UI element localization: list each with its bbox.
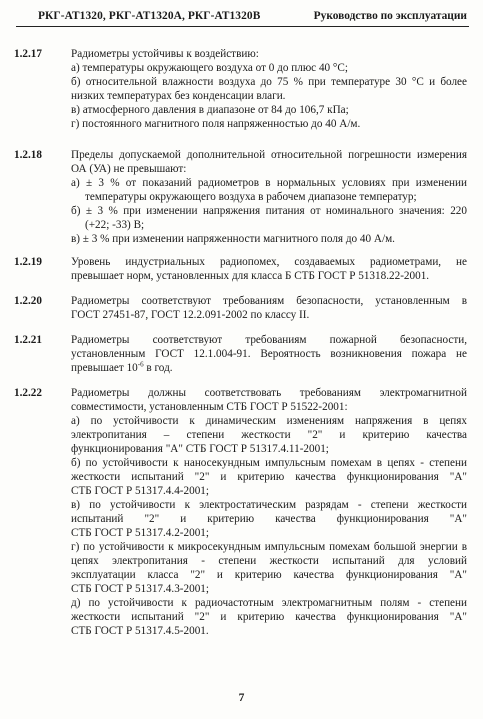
section-body (71, 255, 467, 283)
paragraph-line: Радиометры должны соответствовать требованиям электромагнитной (71, 387, 467, 399)
paragraph-line: Радиометры соответствуют требованиям пожарной безопасности, (71, 334, 467, 346)
section-body (71, 386, 467, 638)
section-number: 1.2.18 (14, 149, 42, 161)
section-number: 1.2.20 (14, 295, 42, 307)
paragraph-line: установленным ГОСТ 12.1.004-91. Вероятность возникновения пожара не (71, 348, 467, 360)
paragraph-line: б) ± 3 % при изменении напряжения питания от номинального значения: 220 (71, 205, 467, 217)
paragraph-line (71, 361, 467, 375)
section-1-2-20 (14, 294, 467, 322)
section-number: 1.2.21 (14, 334, 42, 346)
section-number: 1.2.22 (14, 387, 42, 399)
paragraph-line: Радиометры соответствуют требованиям безопасности, установленным в (71, 295, 467, 307)
paragraph-line: б) относительной влажности воздуха до 75 % при температуре 30 °С и более (71, 76, 467, 88)
paragraph-line: СТБ ГОСТ Р 51317.4.4-2001; (71, 485, 209, 497)
paragraph-line: жесткости испытаний "2" и критерию качества функционирования "А" (71, 471, 467, 483)
paragraph-line: испытаний "2" и критерию качества функционирования "А" (71, 513, 467, 525)
paragraph-line: д) по устойчивости к радиочастотным электромагнитным полям - степени (71, 597, 467, 609)
paragraph-line: совместимости, установленным СТБ ГОСТ Р 51522-2001: (71, 401, 348, 413)
paragraph-line: превышает норм, установленных для класса Б СТБ ГОСТ Р 51318.22-2001. (71, 270, 430, 282)
paragraph-line: г) постоянного магнитного поля напряженностью до 40 А/м. (71, 118, 361, 130)
paragraph-line: эксплуатации класса "2" и критерию качества функционирования "А" (71, 569, 467, 581)
section-1-2-21 (14, 333, 467, 375)
paragraph-line: функционирования "А" СТБ ГОСТ Р 51317.4.11-2001; (71, 443, 329, 455)
probability-text: превышает 10 (71, 362, 138, 374)
paragraph-line: Радиометры устойчивы к воздействию: (71, 48, 259, 60)
section-body (71, 294, 467, 322)
section-1-2-22 (14, 386, 467, 638)
paragraph-line: ГОСТ 27451-87, ГОСТ 12.2.091-2002 по классу II. (71, 309, 310, 321)
paragraph-line: г) по устойчивости к микросекундным импульсным помехам большой энергии в (71, 541, 467, 553)
section-number: 1.2.19 (14, 256, 42, 268)
paragraph-line: в) атмосферного давления в диапазоне от 84 до 106,7 кПа; (71, 104, 349, 116)
section-1-2-17 (14, 47, 467, 131)
header-models: РКГ-АТ1320, РКГ-АТ1320А, РКГ-АТ1320В (38, 10, 261, 22)
paragraph-line: температуры окружающего воздуха в рабочем диапазоне температур; (85, 191, 417, 203)
paragraph-line: Пределы допускаемой дополнительной относительной погрешности измерения (71, 149, 467, 161)
paragraph-line: б) по устойчивости к наносекундным импульсным помехам в цепях - степени (71, 457, 467, 469)
paragraph-line: Уровень индустриальных радиопомех, создаваемых радиометрами, не (71, 256, 467, 268)
probability-suffix: в год. (143, 362, 173, 374)
section-body (71, 47, 467, 131)
section-1-2-18 (14, 148, 467, 246)
section-body (71, 148, 467, 246)
paragraph-line: СТБ ГОСТ Р 51317.4.2-2001; (71, 527, 209, 539)
section-1-2-19 (14, 255, 467, 283)
paragraph-line: а) по устойчивости к динамическим изменениям напряжения в цепях (71, 415, 467, 427)
header-doc-title: Руководство по эксплуатации (313, 10, 467, 22)
paragraph-line: СТБ ГОСТ Р 51317.4.3-2001; (71, 583, 209, 595)
paragraph-line: в) ± 3 % при изменении напряженности магнитного поля до 40 А/м. (71, 233, 395, 245)
paragraph-line: электропитания – степени жесткости "2" и критерию качества (71, 429, 467, 441)
paragraph-line: а) температуры окружающего воздуха от 0 до плюс 40 °С; (71, 62, 348, 74)
paragraph-line: низких температурах без конденсации влаги. (71, 90, 286, 102)
section-number: 1.2.17 (14, 48, 42, 60)
paragraph-line: СТБ ГОСТ Р 51317.4.5-2001. (71, 625, 209, 637)
paragraph-line: (+22; -33) В; (85, 219, 145, 231)
page-number: 7 (238, 692, 245, 704)
paragraph-line: жесткости испытаний "2" и критерию качества функционирования "А" (71, 611, 467, 623)
paragraph-line: цепях электропитания - степени жесткости испытаний для условий (71, 555, 467, 567)
paragraph-line: ОА (УА) не превышают: (71, 163, 187, 175)
page-header (16, 6, 469, 27)
section-body (71, 333, 467, 375)
paragraph-line: в) по устойчивости к электростатическим разрядам - степени жесткости (71, 499, 467, 511)
paragraph-line: а) ± 3 % от показаний радиометров в нормальных условиях при изменении (71, 177, 467, 189)
probability-exponent: -6 (137, 360, 144, 369)
